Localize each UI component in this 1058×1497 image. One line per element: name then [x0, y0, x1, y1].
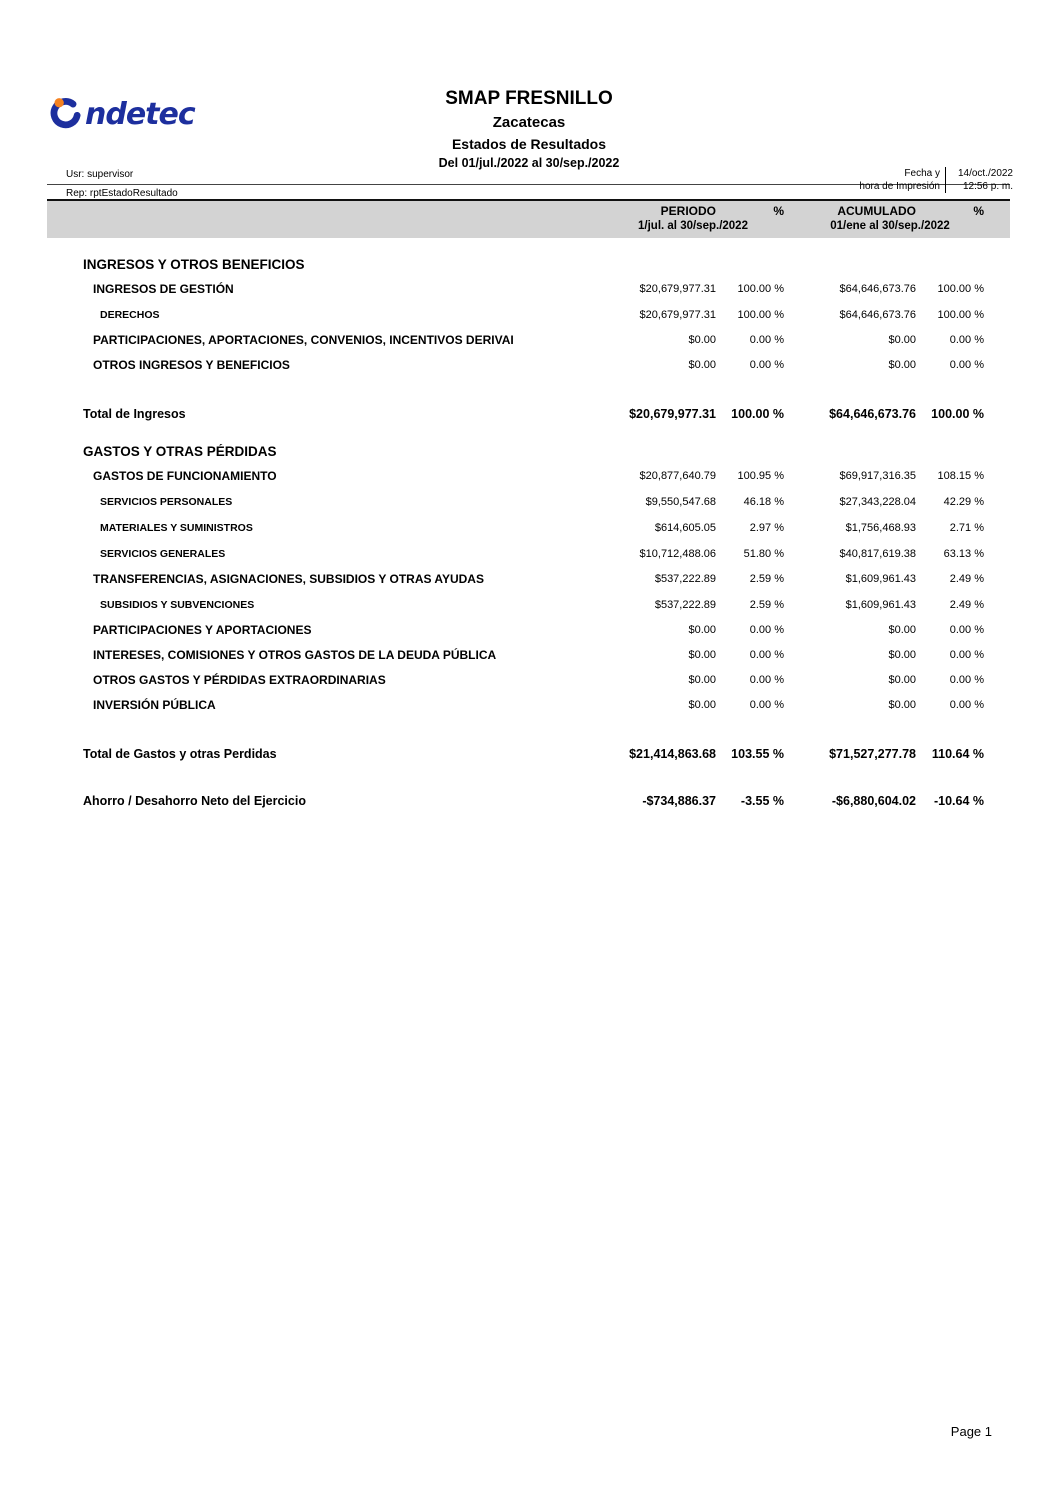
row-period-amount: $21,414,863.68: [629, 747, 716, 761]
row-period-pct: 2.59 %: [749, 599, 784, 611]
row-period-pct: 2.97 %: [749, 522, 784, 534]
row-acumulado-amount: $1,609,961.43: [845, 599, 916, 611]
row-period-amount: $20,679,977.31: [629, 407, 716, 421]
row-period-pct: 0.00 %: [749, 674, 784, 686]
row-period-amount: $614,605.05: [654, 522, 716, 534]
print-time-label: hora de Impresión: [859, 181, 940, 192]
row-period-pct: 0.00 %: [749, 359, 784, 371]
row-label: GASTOS Y OTRAS PÉRDIDAS: [83, 443, 277, 459]
row-acumulado-pct: 100.00 %: [937, 283, 984, 295]
row-acumulado-pct: 63.13 %: [943, 548, 984, 560]
user-label: Usr: supervisor: [66, 169, 134, 180]
report-row: [47, 491, 990, 513]
row-acumulado-pct: 0.00 %: [949, 674, 984, 686]
row-label: Total de Ingresos: [83, 407, 186, 421]
row-acumulado-amount: $1,756,468.93: [845, 522, 916, 534]
column-header-periodo: PERIODO: [660, 204, 716, 218]
row-acumulado-pct: 108.15 %: [937, 470, 984, 482]
report-row: [47, 790, 990, 812]
row-label: SUBSIDIOS Y SUBVENCIONES: [100, 599, 255, 611]
row-label: PARTICIPACIONES, APORTACIONES, CONVENIOS, INCENTIVOS DERIVAI: [93, 333, 514, 347]
table-header-band: [47, 199, 1010, 238]
report-id-label: Rep: rptEstadoResultado: [66, 188, 178, 199]
column-subheader-acumulado-range: 01/ene al 30/sep./2022: [830, 220, 950, 232]
row-period-amount: $20,679,977.31: [639, 309, 716, 321]
report-row: [47, 644, 990, 666]
row-acumulado-amount: $69,917,316.35: [839, 470, 916, 482]
row-period-pct: 0.00 %: [749, 649, 784, 661]
row-period-amount: $9,550,547.68: [645, 496, 716, 508]
row-label: INGRESOS DE GESTIÓN: [93, 282, 234, 296]
org-subtitle: Zacatecas: [492, 114, 566, 131]
row-acumulado-pct: 0.00 %: [949, 359, 984, 371]
row-period-pct: 100.00 %: [737, 283, 784, 295]
report-row: [47, 354, 990, 376]
row-acumulado-pct: 42.29 %: [943, 496, 984, 508]
row-label: PARTICIPACIONES Y APORTACIONES: [93, 623, 312, 637]
row-acumulado-amount: $40,817,619.38: [839, 548, 916, 560]
report-row: [47, 278, 990, 300]
row-acumulado-amount: $71,527,277.78: [829, 747, 916, 761]
report-row: [47, 329, 990, 351]
row-period-amount: $20,679,977.31: [639, 283, 716, 295]
row-acumulado-pct: 0.00 %: [949, 649, 984, 661]
row-period-pct: -3.55 %: [740, 794, 784, 808]
report-row: [47, 543, 990, 565]
print-date-label: Fecha y: [904, 168, 940, 179]
row-period-pct: 103.55 %: [731, 747, 784, 761]
column-header-acumulado-pct: %: [973, 204, 984, 218]
print-meta: [859, 167, 1013, 193]
report-table-body: [47, 238, 1010, 812]
row-period-pct: 0.00 %: [749, 624, 784, 636]
row-label: MATERIALES Y SUMINISTROS: [100, 522, 253, 534]
page-number: Page 1: [950, 1424, 992, 1439]
print-date-value: 14/oct./2022: [945, 167, 1013, 180]
row-label: INTERESES, COMISIONES Y OTROS GASTOS DE LA DEUDA PÚBLICA: [93, 648, 497, 662]
row-acumulado-amount: $0.00: [888, 334, 916, 346]
title-block: [0, 88, 1058, 170]
column-subheader-periodo-range: 1/jul. al 30/sep./2022: [638, 220, 748, 232]
row-acumulado-amount: $0.00: [888, 649, 916, 661]
row-acumulado-pct: -10.64 %: [933, 794, 984, 808]
row-label: SERVICIOS PERSONALES: [100, 496, 233, 508]
print-time-value: 12:56 p. m.: [945, 180, 1013, 193]
report-row: [47, 517, 990, 539]
row-label: TRANSFERENCIAS, ASIGNACIONES, SUBSIDIOS Y OTRAS AYUDAS: [93, 572, 484, 586]
row-label: SERVICIOS GENERALES: [100, 548, 226, 560]
row-period-pct: 46.18 %: [743, 496, 784, 508]
report-title: Estados de Resultados: [451, 136, 607, 152]
row-label: OTROS GASTOS Y PÉRDIDAS EXTRAORDINARIAS: [93, 673, 386, 687]
row-acumulado-pct: 2.71 %: [949, 522, 984, 534]
row-label: DERECHOS: [100, 309, 160, 321]
row-acumulado-amount: $0.00: [888, 359, 916, 371]
report-row: [47, 619, 990, 641]
row-acumulado-amount: $64,646,673.76: [839, 283, 916, 295]
row-period-pct: 0.00 %: [749, 699, 784, 711]
row-period-amount: $0.00: [688, 649, 716, 661]
row-period-amount: $0.00: [688, 674, 716, 686]
report-row: [47, 253, 990, 275]
org-title: SMAP FRESNILLO: [445, 88, 613, 109]
row-period-amount: -$734,886.37: [642, 794, 716, 808]
report-row: [47, 669, 990, 691]
row-label: OTROS INGRESOS Y BENEFICIOS: [93, 358, 290, 372]
report-row: [47, 465, 990, 487]
report-row: [47, 440, 990, 462]
report-row: [47, 743, 990, 765]
row-acumulado-pct: 110.64 %: [931, 747, 984, 761]
row-period-amount: $0.00: [688, 359, 716, 371]
row-period-amount: $0.00: [688, 624, 716, 636]
row-period-pct: 51.80 %: [743, 548, 784, 560]
row-acumulado-amount: $0.00: [888, 674, 916, 686]
row-acumulado-pct: 0.00 %: [949, 699, 984, 711]
row-period-pct: 100.00 %: [731, 407, 784, 421]
column-header-acumulado: ACUMULADO: [837, 204, 916, 218]
report-period: Del 01/jul./2022 al 30/sep./2022: [438, 156, 620, 170]
report-row: [47, 594, 990, 616]
report-row: [47, 304, 990, 326]
row-period-amount: $537,222.89: [654, 573, 716, 585]
row-acumulado-amount: $64,646,673.76: [839, 309, 916, 321]
row-label: INGRESOS Y OTROS BENEFICIOS: [83, 256, 305, 272]
logo-text: ndetec: [85, 96, 195, 132]
row-acumulado-pct: 2.49 %: [949, 599, 984, 611]
row-period-pct: 100.95 %: [737, 470, 784, 482]
row-period-amount: $0.00: [688, 334, 716, 346]
row-label: Total de Gastos y otras Perdidas: [83, 747, 277, 761]
report-row: [47, 568, 990, 590]
row-label: GASTOS DE FUNCIONAMIENTO: [93, 469, 277, 483]
row-period-amount: $537,222.89: [654, 599, 716, 611]
row-acumulado-amount: $0.00: [888, 624, 916, 636]
row-acumulado-pct: 100.00 %: [937, 309, 984, 321]
row-period-amount: $10,712,488.06: [639, 548, 716, 560]
row-acumulado-pct: 2.49 %: [949, 573, 984, 585]
row-period-pct: 2.59 %: [749, 573, 784, 585]
row-acumulado-pct: 100.00 %: [931, 407, 984, 421]
row-period-amount: $20,877,640.79: [639, 470, 716, 482]
row-period-pct: 0.00 %: [749, 334, 784, 346]
report-row: [47, 694, 990, 716]
row-label: Ahorro / Desahorro Neto del Ejercicio: [83, 794, 306, 808]
row-acumulado-amount: -$6,880,604.02: [831, 794, 916, 808]
row-acumulado-pct: 0.00 %: [949, 624, 984, 636]
row-period-amount: $0.00: [688, 699, 716, 711]
column-header-periodo-pct: %: [773, 204, 784, 218]
row-acumulado-amount: $64,646,673.76: [829, 407, 916, 421]
row-acumulado-pct: 0.00 %: [949, 334, 984, 346]
row-acumulado-amount: $27,343,228.04: [839, 496, 916, 508]
row-acumulado-amount: $1,609,961.43: [845, 573, 916, 585]
row-label: INVERSIÓN PÚBLICA: [93, 698, 216, 712]
row-acumulado-amount: $0.00: [888, 699, 916, 711]
report-row: [47, 403, 990, 425]
row-period-pct: 100.00 %: [737, 309, 784, 321]
